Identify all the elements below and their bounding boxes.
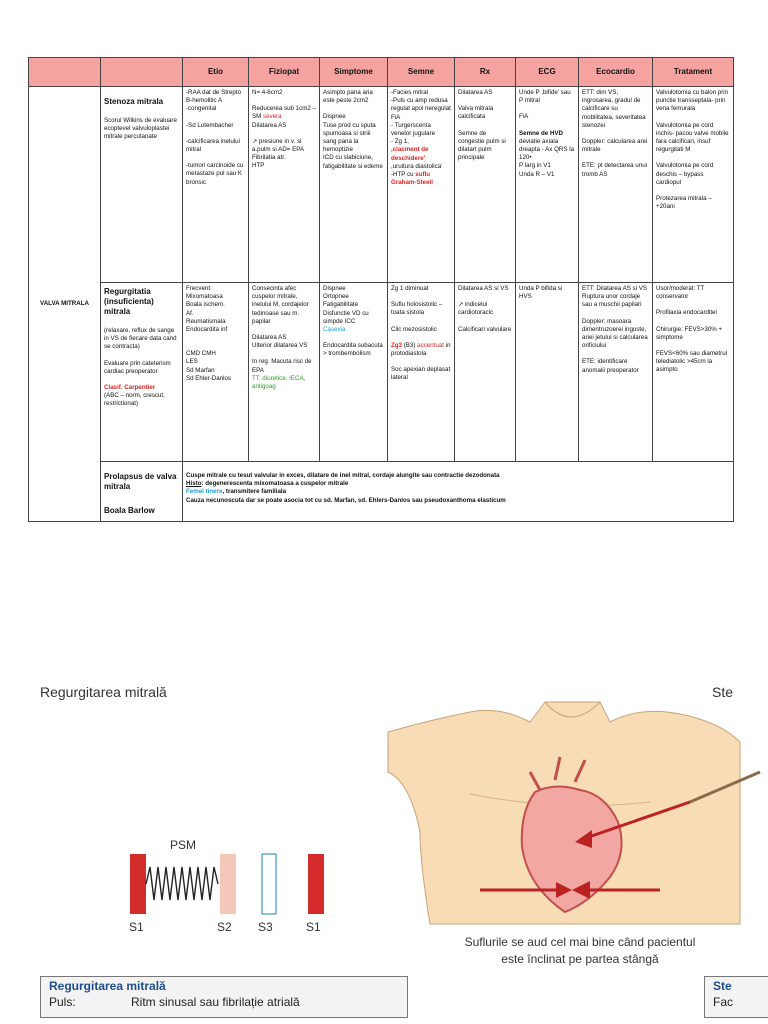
header-etio: Etio (183, 58, 249, 87)
text-underlined: Histo (186, 480, 202, 488)
s1-bar (130, 854, 146, 914)
text-highlight: suflu Graham-Steell (391, 171, 433, 187)
header-semne: Semne (388, 58, 455, 87)
text: Dilatarea AS (252, 334, 287, 342)
caption-line: este înclinat pe partea stângă (501, 952, 659, 966)
text: LES (186, 358, 198, 366)
row-title: Prolapsus de valva mitrala (104, 472, 177, 491)
text-highlight: severa (263, 113, 282, 121)
text: Valvulotomia cu balon prin punctie transseptala- prin vena femurala (656, 89, 729, 113)
text: Reducerea sub 1cm2 – SM (252, 105, 316, 121)
s3-bar (262, 854, 276, 914)
text-highlight: ,clacment de deschidere' (391, 146, 429, 162)
row-title-cell (101, 283, 183, 462)
text: CMD CMH (186, 350, 216, 358)
figure-title-cut: Ste (712, 684, 734, 700)
text: Asimpto pana aria este peste 2cm2 (323, 89, 373, 105)
text: FEVS<60% sau diametrul telediatolic >45cm la asimpto (656, 350, 728, 374)
text: Ulterior dilatarea VS (252, 342, 308, 350)
text: Cauza necunoscuta dar se poate asocia tot cu sd. Marfan, sd. Ehlers-Danlos sau pseudoxanthoma elasticum (186, 496, 506, 504)
text: Dilatarea AS si VS (458, 285, 509, 292)
text: ETE: identificare anomalii preoperator (582, 358, 639, 374)
figure-title: Regurgitarea mitrală (40, 684, 167, 700)
s1-second-label: S1 (306, 920, 321, 934)
text: ETT: dim VS, ingrosarea, gradul de calcificare su mobilitatea, severitatea stenozei (582, 89, 646, 129)
table-row-prolapsus (29, 462, 734, 522)
text: FiA (519, 113, 529, 121)
text: Consecinta afec cuspelor mitrale, inelului M, cordajelor tedinoase sau m. papilar (252, 285, 309, 325)
semne-cell (388, 87, 455, 283)
rx-cell (455, 283, 516, 462)
fiziopat-cell (249, 283, 320, 462)
text: ↗ indicelui cardiotoracic (458, 301, 494, 317)
text: Dispnee (323, 285, 346, 292)
row-title-cell (101, 87, 183, 283)
mitral-regurgitation-figure (0, 662, 768, 1024)
row-title-cell (101, 462, 183, 522)
text: Semne de HVD (519, 129, 564, 137)
row-title-2: Boala Barlow (104, 506, 155, 515)
text: Reumatismala (186, 317, 226, 325)
text: -Sd Lutembacher (186, 121, 234, 129)
row-note: Scorul Wilkins de evaluare ecoptevel valvuloplastei mitrale percutanate (104, 117, 177, 141)
text: Ruptura unor cordaje sau a muschii papilari (582, 293, 642, 309)
table-row-stenoza (29, 87, 734, 283)
text: Sd Marfan (186, 366, 215, 374)
text: Valva mitrala calcificata (458, 105, 494, 121)
header-rx: Rx (455, 58, 516, 87)
figure-illustration (0, 662, 768, 1024)
psm-murmur-wave (146, 867, 218, 900)
text: ICD cu slabiciune, fatigabilitate si edeme (323, 154, 383, 170)
text: -calcificarea inelului mitral (186, 137, 240, 154)
text: Profilaxia endocarditei (656, 309, 717, 317)
text: Cuspe mitrale cu tesut valvular in exces, dilatare de inel mitral, cordaje alungite sau contractie dezodonata (186, 472, 500, 479)
valve-disease-table (28, 57, 734, 522)
text: Dilatarea AS (252, 121, 287, 129)
text: Endocardita inf (186, 326, 228, 334)
text: , transmitere familiala (222, 488, 287, 496)
text: Fatigabilitate (323, 301, 359, 309)
s1-second-bar (308, 854, 324, 914)
text-highlight: Casexia (323, 326, 346, 334)
simptome-cell (320, 283, 388, 462)
text: Unda P bifida si HVS (519, 285, 563, 301)
text: HTP (252, 162, 265, 170)
text: Unde P ,bifide' sau P mitral (519, 89, 571, 105)
text: -tumori carcinoide cu metastaze pul sau K bronsic (186, 162, 244, 186)
text-highlight: Femei tinere (186, 488, 223, 496)
tratament-cell (653, 87, 734, 283)
text: in protodiastola (391, 341, 451, 358)
group-label-valva-mitrala: VALVA MITRALA (29, 87, 101, 522)
header-cell (101, 58, 183, 87)
text (186, 480, 730, 488)
header-tratament: Tratament (653, 58, 734, 87)
prolapsus-description-cell (183, 462, 734, 522)
summary-box-cut-row: Fac (713, 995, 734, 1009)
text: Frecvent: (186, 285, 212, 292)
row-title: Regurgitatia (insuficienta) mitrala (104, 287, 154, 316)
text: ETE: pt detectarea unui tromb AS (582, 162, 648, 178)
summary-box-cut-title: Ste (713, 979, 732, 993)
header-ecg: ECG (516, 58, 579, 87)
row-note: Evaluare prin cateterism cardiac preoperator (104, 359, 171, 375)
fiziopat-cell (249, 87, 320, 283)
table-row-regurgitatia (29, 283, 734, 462)
ecg-cell (516, 283, 579, 462)
text (186, 488, 730, 496)
text: P larg in V1 (519, 162, 551, 170)
etio-cell (183, 283, 249, 462)
text (391, 171, 451, 187)
text-highlight: Zg3 (391, 341, 403, 349)
text: Ortopnee (323, 293, 349, 301)
text-highlight: TT: diuretice, IECA, antigoag (252, 374, 306, 391)
header-fiziopat: Fiziopat (249, 58, 320, 87)
row-note: (ABC – norm, crescut, restrictionat) (104, 392, 165, 408)
text: Valvulotomia pe cord inchis- pacou valve mobile fara calcificari, insuf regurgitati M (656, 121, 729, 154)
row-note: (relaxare, reflux de sange in VS de fiecare data cand se contracta) (104, 327, 177, 351)
summary-box (40, 976, 408, 1018)
text: deviatie axiala dreapta - Ax QRS la 120• (519, 137, 575, 162)
text: Disfunctie VD cu simpde ICC (323, 309, 369, 325)
text: Endocardita subacuta > trombembolism (323, 342, 383, 358)
text: Unda R – V1 (519, 170, 555, 178)
semne-cell (388, 283, 455, 462)
simptome-cell (320, 87, 388, 283)
s2-label: S2 (217, 920, 232, 934)
header-cell (29, 58, 101, 87)
text: Boala ischem. (186, 301, 225, 309)
text (391, 342, 451, 358)
text: Fibrilatia atr. (252, 154, 286, 162)
text (252, 105, 316, 121)
text: In reg. Macuta risc de EPA (252, 358, 312, 374)
text: Protezarea mitrala – +20ani (656, 195, 712, 211)
caption-line: Suflurile se aud cel mai bine când pacientul (464, 935, 696, 949)
text: Usor/moderat: TT conservator (656, 285, 705, 301)
text: Dispnee (323, 113, 346, 121)
ecocardio-cell (579, 283, 653, 462)
text: -HTP cu (391, 171, 416, 179)
ecocardio-cell (579, 87, 653, 283)
text: Calcificari valvulare (458, 325, 512, 333)
text: N= 4-6cm2 (252, 89, 283, 96)
text: ,uruitura diastolica' (391, 162, 443, 170)
s1-label: S1 (129, 920, 144, 934)
ecg-cell (516, 87, 579, 283)
etio-cell (183, 87, 249, 283)
summary-row (49, 995, 300, 1009)
text: Clic mezosistolic (391, 325, 437, 333)
text: (B3) (402, 341, 418, 349)
s2-bar (220, 854, 236, 914)
text: Doppler: calcularea arei mitrale (582, 138, 648, 154)
text: Af. (186, 309, 194, 317)
text: Sd Ehler-Danlos (186, 374, 232, 382)
text: : degenerescenta mixomatoasa a cuspelor mitrale (201, 480, 349, 488)
text: Dilatarea AS (458, 89, 493, 96)
text: - Turgerscenta venelor jugulare (391, 121, 436, 138)
figure-caption (450, 934, 710, 968)
text: -congenital (186, 105, 217, 113)
psm-label: PSM (170, 838, 197, 852)
tratament-cell (653, 283, 734, 462)
text: Doppler: masoara dimentruzoerei inguste, ariei jetului si calcularea orificiului (582, 317, 648, 350)
text-highlight: accentuat (417, 341, 444, 349)
text: Soc apexian deplasat lateral (391, 366, 451, 382)
row-title: Stenoza mitrala (104, 97, 164, 106)
table-header-row (29, 58, 734, 87)
text: Semne de congestie pulm si dilatart pulm principale (458, 129, 506, 162)
text: ↗ presiune in v. si a.pulm si AD= EPA (252, 137, 304, 154)
text: Suflu holosistolic – toata sistola (391, 301, 443, 317)
text: Zg 1 diminuat (391, 285, 429, 292)
text: -Facies mitral (391, 89, 429, 96)
text: ETT: Dilatarea AS si VS (582, 285, 647, 292)
text: Valvulotomia pe cord deschis – bypass cardiopul (656, 162, 714, 186)
summary-row-value: Ritm sinusal sau fibrilație atrială (131, 995, 300, 1009)
rx-cell (455, 87, 516, 283)
text: Mixomatoasa (186, 293, 223, 301)
text: -Puls cu amp redusa regulat apoi neregulat FiA (391, 97, 451, 121)
row-note-highlight: Clasif. Carpentier (104, 384, 156, 392)
text: Tuse prod cu sputa spumoasa si striii sang pana la hemoptizie (323, 121, 376, 154)
text: Chirurgie: FEVS>30% + simptome (656, 325, 723, 341)
summary-row-label: Puls: (49, 995, 76, 1009)
summary-box-title: Regurgitarea mitrală (49, 979, 166, 993)
summary-box-cut (704, 976, 768, 1018)
s3-label: S3 (258, 920, 273, 934)
text: -RAA dat de Strepto B-hemolitic A (186, 89, 242, 105)
header-ecocardio: Ecocardio (579, 58, 653, 87)
text: - Zg 1, (391, 138, 409, 146)
header-simptome: Simptome (320, 58, 388, 87)
